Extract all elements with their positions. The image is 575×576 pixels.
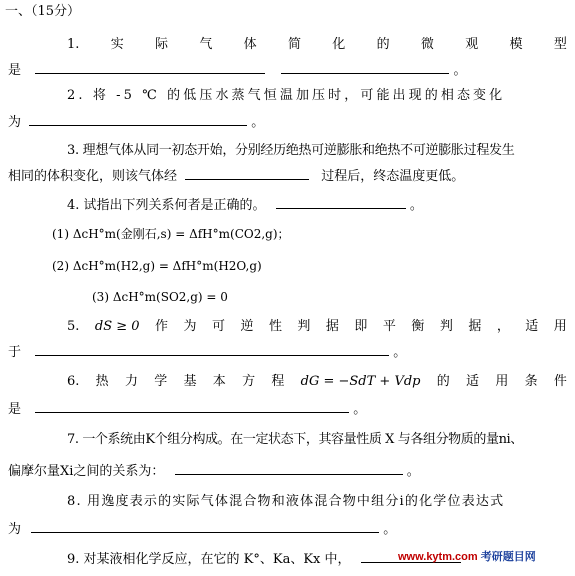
q6-tail-char: 件 xyxy=(553,374,567,389)
q6-formula: dG = −SdT + Vdp xyxy=(300,374,421,389)
q2-line2: 为 。 xyxy=(8,115,265,130)
q5-formula: dS ≥ 0 xyxy=(94,319,140,334)
q7-answer-blank[interactable] xyxy=(175,462,403,475)
q6-tail-char: 条 xyxy=(524,374,538,389)
q4-option-2: (2) ΔcH°m(H2,g) = ΔfH°m(H2O,g) xyxy=(52,259,262,273)
q1-number: 1. xyxy=(67,37,80,52)
q6-tail-char: 适 xyxy=(466,374,480,389)
q5-char: 作 xyxy=(155,319,169,334)
q5-answer-blank[interactable] xyxy=(35,343,389,356)
q5-char: 据 xyxy=(468,319,482,334)
q5-char: 判 xyxy=(439,319,453,334)
q4-option-1: (1) ΔcH°m(金刚石,s) = ΔfH°m(CO2,g)； xyxy=(52,227,290,241)
q5-char: 为 xyxy=(183,319,197,334)
watermark[interactable]: www.kytm.com 考研题目网 xyxy=(398,551,536,563)
q6-char: 本 xyxy=(212,374,226,389)
q2-answer-blank[interactable] xyxy=(29,113,247,126)
q1-char: 微 xyxy=(420,37,434,52)
q4-option-3: (3) ΔcH°m(SO2,g) = 0 xyxy=(92,290,228,304)
q1-char: 模 xyxy=(509,37,523,52)
q5-line2: 于 。 xyxy=(8,345,407,360)
q1-answer-blank-b[interactable] xyxy=(281,61,449,74)
q6-char: 基 xyxy=(183,374,197,389)
q4-answer-blank[interactable] xyxy=(276,196,406,209)
q5-char: 据 xyxy=(325,319,339,334)
q6-char: 方 xyxy=(242,374,256,389)
q1-char: 气 xyxy=(199,37,213,52)
q3-line1: 3. 理想气体从同一初态开始，分别经历绝热可逆膨胀和绝热不可逆膨胀过程发生 xyxy=(67,143,515,158)
q8-answer-blank[interactable] xyxy=(31,520,379,533)
q1-char: 体 xyxy=(243,37,257,52)
q6-char: 学 xyxy=(154,374,168,389)
q4-line1: 4. 试指出下列关系何者是正确的。 。 xyxy=(67,198,423,213)
q1-char: 观 xyxy=(465,37,479,52)
q1-line1 xyxy=(67,37,567,53)
q5-char: 用 xyxy=(553,319,567,334)
q5-number: 5. xyxy=(67,319,80,334)
q6-answer-blank[interactable] xyxy=(35,400,349,413)
q5-char: 性 xyxy=(268,319,282,334)
q8-line1: 8. 用逸度表示的实际气体混合物和液体混合物中组分i的化学位表达式 xyxy=(67,494,505,509)
q7-line1: 7. 一个系统由K个组分构成。在一定状态下，其容量性质 X 与各组分物质的量ni、 xyxy=(67,432,523,447)
q6-char: 热 xyxy=(95,374,109,389)
q5-char: 逆 xyxy=(240,319,254,334)
q6-char: 程 xyxy=(271,374,285,389)
q6-number: 6. xyxy=(67,374,80,389)
q1-char: 际 xyxy=(155,37,169,52)
q1-answer-blank-a[interactable] xyxy=(35,61,265,74)
q6-tail-char: 的 xyxy=(436,374,450,389)
q8-line2: 为 。 xyxy=(8,522,397,537)
q3-line2: 相同的体积变化，则该气体经 过程后，终态温度更低。 xyxy=(8,169,465,184)
q5-char: 可 xyxy=(211,319,225,334)
q1-char: 的 xyxy=(376,37,390,52)
q1-char: 化 xyxy=(332,37,346,52)
q6-char: 力 xyxy=(124,374,138,389)
q5-char: 即 xyxy=(354,319,368,334)
q1-line2: 是 。 xyxy=(8,63,467,78)
q5-char: 适 xyxy=(525,319,539,334)
q1-char: 简 xyxy=(287,37,301,52)
q5-char: 判 xyxy=(297,319,311,334)
q7-line2: 偏摩尔量Xi之间的关系为： 。 xyxy=(8,464,420,479)
q1-char: 型 xyxy=(553,37,567,52)
q6-line1 xyxy=(67,374,567,390)
q6-tail-char: 用 xyxy=(495,374,509,389)
q2-line1: 2. 将 -5 ℃ 的低压水蒸气恒温加压时，可能出现的相态变化 xyxy=(67,88,506,103)
q5-char: 衡 xyxy=(411,319,425,334)
q3-answer-blank[interactable] xyxy=(185,167,309,180)
section-header: 一、（15分） xyxy=(5,4,81,19)
q5-char: 平 xyxy=(382,319,396,334)
q5-line1 xyxy=(67,319,567,335)
q6-line2: 是 。 xyxy=(8,402,367,417)
q9-line1: 9. 对某液相化学反应，在它的 K°、Ka、Kx 中， xyxy=(67,550,461,568)
q5-char: ， xyxy=(496,319,510,334)
q1-char: 实 xyxy=(110,37,124,52)
